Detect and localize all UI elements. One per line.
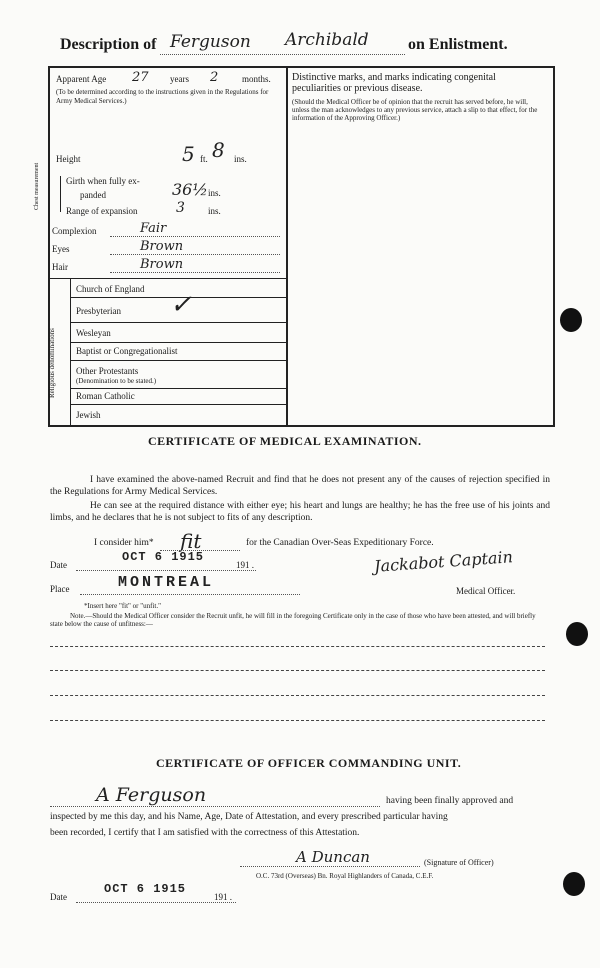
height-feet: 5 [182, 142, 195, 166]
height-inches: 8 [212, 138, 225, 162]
commanding-signature: A Duncan [296, 848, 370, 866]
religion-baptist: Baptist or Congregationalist [76, 346, 178, 356]
commanding-date-suffix: 191 . [214, 892, 232, 902]
consider-value: fit [180, 529, 202, 553]
punch-hole-middle [566, 622, 588, 646]
eyes-label: Eyes [52, 244, 70, 254]
girth-ins-label: ins. [208, 188, 221, 198]
header-suffix: on Enlistment. [408, 36, 508, 53]
header-surname: Ferguson [170, 32, 251, 52]
medical-date-suffix: 191 . [236, 560, 254, 570]
complexion-value: Fair [140, 221, 167, 236]
punch-hole-bottom [563, 872, 585, 896]
hair-label: Hair [52, 262, 68, 272]
complexion-label: Complexion [52, 226, 97, 236]
medical-para-1: I have examined the above-named Recruit and find that he does not present any of the causes of rejection specified in the Regulations for Army Medical Services. [50, 475, 550, 497]
religion-church-of-england: Church of England [76, 284, 145, 294]
eyes-value: Brown [140, 239, 184, 254]
age-note: (To be determined according to the instructions given in the Regulations for Army Medical Services.) [56, 88, 269, 105]
inches-label: ins. [234, 154, 247, 164]
height-label: Height [56, 154, 81, 164]
medical-place-stamp: MONTREAL [118, 574, 215, 591]
feet-label: ft. [200, 154, 208, 164]
religion-checkmark: ✓ [170, 290, 192, 320]
medical-date-stamp: OCT 6 1915 [122, 550, 205, 564]
religion-wesleyan: Wesleyan [76, 328, 111, 338]
header-given-name: Archibald [285, 30, 369, 50]
expansion-ins-label: ins. [208, 206, 221, 216]
age-label: Apparent Age [56, 74, 107, 84]
commanding-signature-label: (Signature of Officer) [424, 858, 494, 867]
medical-place-label: Place [50, 584, 70, 594]
commanding-text-1: having been finally approved and [386, 796, 514, 806]
religion-side-label: Religious denominations [48, 328, 56, 398]
months-label: months. [242, 74, 271, 84]
religion-presbyterian: Presbyterian [76, 306, 121, 316]
header-title [60, 36, 156, 54]
medical-officer-signature: Jackabot Captain [373, 547, 514, 576]
header-prefix: Description of [60, 36, 157, 53]
girth-value: 36½ [172, 180, 208, 199]
religion-other-protestants: Other Protestants [76, 366, 139, 376]
medical-date-label: Date [50, 560, 67, 570]
commanding-recruit-name: A Ferguson [96, 784, 207, 806]
chest-side-label: Chest measurement [34, 162, 40, 210]
commanding-date-label: Date [50, 892, 67, 902]
medical-para-2: He can see at the required distance with either eye; his heart and lungs are healthy; he has the free use of his joints and limbs, and he declares that he is not subject to fits of any description. [50, 501, 550, 523]
religion-jewish: Jewish [76, 410, 101, 420]
religion-roman-catholic: Roman Catholic [76, 391, 135, 401]
commanding-date-stamp: OCT 6 1915 [104, 882, 187, 896]
girth-label: Girth when fully ex- panded [66, 176, 140, 200]
consider-suffix: for the Canadian Over-Seas Expeditionary Force. [246, 538, 434, 548]
distinctive-marks-note: (Should the Medical Officer be of opinion that the recruit has served before, he will, unless the man acknowledges to any previous service, attach a slip to that effect, for the information of the Approving Officer.) [292, 98, 538, 122]
commanding-title: CERTIFICATE OF OFFICER COMMANDING UNIT. [156, 756, 462, 770]
commanding-text-2: inspected by me this day, and his Name, Age, Date of Attestation, and every prescribed particular having [50, 812, 448, 822]
commanding-text-3: been recorded, I certify that I am satisfied with the correctness of this Attestation. [50, 828, 360, 838]
hair-value: Brown [140, 257, 184, 272]
footnote-note: Note.—Should the Medical Officer consider the Recruit unfit, he will fill in the foregoing Certificate only in the case of those who have been attested, and will briefly state below the cause of unfitness:— [50, 612, 536, 628]
punch-hole-top [560, 308, 582, 332]
medical-title: CERTIFICATE OF MEDICAL EXAMINATION. [148, 434, 422, 448]
expansion-label: Range of expansion [66, 206, 138, 216]
commanding-unit: O.C. 73rd (Overseas) Bn. Royal Highlanders of Canada, C.E.F. [256, 872, 434, 880]
footnote-fit: *Insert here "fit" or "unfit." [84, 602, 161, 610]
years-label: years [170, 74, 189, 84]
expansion-value: 3 [176, 200, 185, 216]
consider-prefix: I consider him* [94, 538, 154, 548]
age-months: 2 [210, 70, 219, 85]
distinctive-marks-label: Distinctive marks, and marks indicating congenital peculiarities or previous disease. [292, 72, 496, 94]
medical-officer-title: Medical Officer. [456, 586, 516, 596]
religion-denomination-note: (Denomination to be stated.) [76, 377, 157, 385]
age-years: 27 [132, 70, 149, 85]
